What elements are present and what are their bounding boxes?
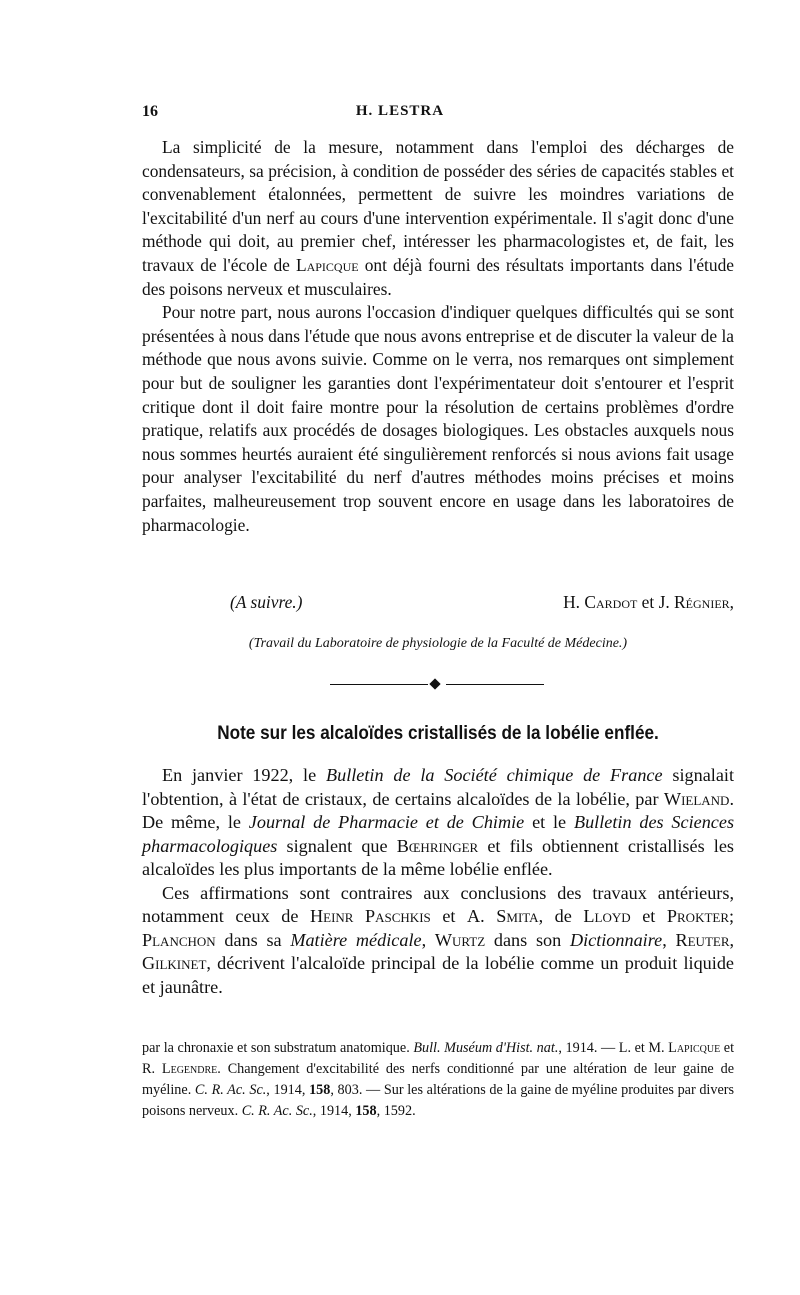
running-head: H. LESTRA [355, 103, 445, 119]
paragraph: Ces affirmations sont contraires aux conclusions des travaux antérieurs, notamment ceux de Heinr Paschkis et A. Smita, de Lloyd et Prokter; Planchon dans sa Matière médicale, Wurtz dans son Dictionnaire, Reuter, Gilkinet, décrivent l'alcaloïde principal de la lobélie comme un produit liquide et jaunâtre. [142, 882, 735, 997]
authors: H. Cardot et J. Régnier, [563, 592, 734, 612]
footnote: par la chronaxie et son substratum anatomique. Bull. Muséum d'Hist. nat., 1914. — L. et M. Lapicque et R. Legendre. Changement d'excitabilité des nerfs conditionné par une altération de leur gaine de myéline. C. R. Ac. Sc., 1914, 158, 803. — Sur les altérations de la gaine de myéline produites par divers poisons nerveux. C. R. Ac. Sc., 1914, 158, 1592. [142, 1040, 735, 1119]
lab-credit: (Travail du Laboratoire de physiologie de la Faculté de Médecine.) [248, 636, 628, 651]
paragraph: Pour notre part, nous aurons l'occasion d'indiquer quelques difficultés qui se sont présentées à nous dans l'étude que nous avons entreprise et de discuter la valeur de la méthode que nous avons suivie. Comme on le verra, nos remarques ont simplement pour but de souligner les garanties dont l'expérimentateur doit s'entourer et l'esprit critique dont il doit faire montre pour la résolution de certains problèmes d'ordre pratique, relatifs aux procédés de dosages biologiques. Les obstacles auxquels nous nous sommes heurtés auraient été singulièrement renforcés si nous avions fait usage pour analyser l'excitabilité du nerf d'autres méthodes moins précises et moins parfaites, malheureusement trop souvent encore en usage dans les laboratoires de pharmacologie. [142, 302, 734, 535]
continued-article-body [142, 136, 734, 537]
diamond-ornament-icon [429, 678, 440, 689]
author-name: Lapicque [295, 254, 359, 275]
article-body [142, 764, 734, 999]
to-be-continued: (A suivre.) [230, 592, 303, 612]
paragraph: La simplicité de la mesure, notamment dans l'emploi des décharges de condensateurs, sa précision, à condition de posséder des séries de capacités stables et convenablement étalonnées, permettent de suivre les moindres variations de l'excitabilité d'un nerf au cours d'une intervention expérimentale. Il s'agit donc d'une méthode qui doit, au premier chef, intéresser les pharmacologistes et, de fait, les travaux de l'école de Lapicque ont déjà fourni des résultats importants dans l'étude des poisons nerveux et musculaires. [142, 137, 734, 299]
section-divider [330, 677, 544, 691]
article-title: Note sur les alcaloïdes cristallisés de la lobélie enflée. [217, 722, 659, 744]
page-number: 16 [142, 103, 158, 120]
paragraph: En janvier 1922, le Bulletin de la Société chimique de France signalait l'obtention, à l'état de cristaux, de certains alcaloïdes de la lobélie, par Wieland. De même, le Journal de Pharmacie et de Chimie et le Bulletin des Sciences pharmacologiques signalent que Bœhringer et fils obtiennent cristallisés les alcaloïdes les plus importants de la même lobélie enflée. [142, 765, 735, 879]
